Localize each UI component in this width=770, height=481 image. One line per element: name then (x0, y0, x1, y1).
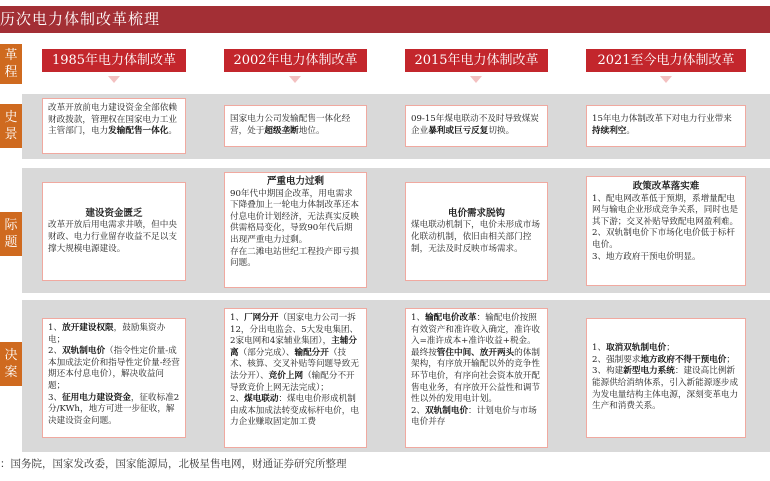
arrow-down-2021 (660, 76, 672, 83)
row-label-solutions: 决 案 (0, 342, 22, 386)
problem-title: 建设资金匮乏 (85, 207, 143, 219)
problem-box-2015: 电价需求脱钩 煤电联动机制下，电价未形成市场化联动机制，依旧由相关部门控制，无法及时反映市场需求。 (405, 182, 548, 281)
solution-item: 1、厂网分开（国家电力公司一拆12，分出电监会、5大发电集团、2家电网和4家辅业集团），主辅分离（部分完成）、输配分开（技术、核算、交叉补贴等问题导致无法分开）、竞价上网（输配分不开导致竞价上网无法完成）； (230, 313, 359, 393)
header-2015: 2015年电力体制改革 (405, 49, 548, 72)
problem-title: 电价需求脱钩 (447, 207, 505, 219)
solution-item: 1、放开建设权限，鼓励集资办电； (48, 323, 166, 345)
solution-box-2015 (405, 308, 548, 448)
problem-box-2021: 政策改革落实难 1、配电网改革低于预期，系增量配电网与输电企业形成竞争关系，同时也是其下游；交叉补贴导致配电网盈利难。 2、双轨制电价下市场化电价低于标杆电价。 3、地方政府干预电价明显。 (586, 176, 746, 286)
solution-box-1985 (42, 318, 186, 438)
header-2021: 2021至今电力体制改革 (586, 49, 746, 72)
row-label-problems: 际 题 (0, 212, 22, 256)
background-box-1985: 改革开放前电力建设资金全部依赖财政拨款，管理权在国家电力工业主管部门，电力发输配售一体化。 (42, 98, 186, 154)
background-box-2002: 国家电力公司发输配售一体化经营，处于超级垄断地位。 (224, 105, 367, 147)
problem-box-1985: 建设资金匮乏 改革开放后用电需求井喷，但中央财政、电力行业留存收益不足以支撑大规模电源建设。 (42, 182, 186, 281)
solution-item: 2、双轨制电价（指令性定价量-成本加成法定价和指导性定价量-经营期还本付息电价），解决收益问题； (48, 346, 180, 391)
problem-title: 政策改革落实难 (632, 181, 700, 192)
problem-box-2002: 严重电力过剩 90年代中期国企改革，用电需求下降叠加上一轮电力体制改革还本付息电价计划经济，无法真实反映供需格局变化，导致90年代后期出现严重电力过剩。 存在二滩电站世纪工程投产即亏损问题。 (224, 172, 367, 288)
arrow-down-2002 (289, 76, 301, 83)
page-title: 历次电力体制改革梳理 (0, 10, 161, 28)
header-2002: 2002年电力体制改革 (224, 49, 367, 72)
row-label-process: 革 程 (0, 44, 22, 84)
solution-item: 3、征用电力建设资金，征收标准2分/KWh，地方可进一步征收，解决建设资金问题。 (48, 392, 180, 426)
solution-box-2002 (224, 308, 367, 448)
arrow-down-1985 (108, 76, 120, 83)
solution-item: 1、取消双轨制电价； (592, 343, 675, 354)
solution-item: 2、双轨制电价：计划电价与市场电价并存 (411, 405, 537, 428)
solution-item: 2、煤电联动：煤电电价形成机制由成本加成法转变成标杆电价，电力企业赚取固定加工费 (230, 394, 359, 428)
row-label-background: 史 景 (0, 104, 22, 148)
solution-item: 2、强制要求地方政府不得干预电价； (592, 354, 736, 365)
solution-item: 3、构建新型电力系统：建设高比例新能源供给消纳体系，引入新能源逐步成为发电量结构主体电源，深刻变革电力生产和消费关系。 (592, 366, 739, 412)
solution-item: 1、输配电价改革：输配电价按照有效资产和准许收入确定，准许收入=准许成本+准许收益+税金。最终按管住中间、放开两头的体制架构，有序放开输配以外的竞争性环节电价，有序向社会资本放开配售电业务，有序放开公益性和调节性以外的发用电计划。 (411, 313, 540, 405)
background-box-2015: 09-15年煤电联动不及时导致煤炭企业暴利或巨亏反复切换。 (405, 105, 548, 147)
problem-title: 严重电力过剩 (266, 176, 324, 187)
source-note: ：国务院，国家发改委，国家能源局，北极星售电网，财通证券研究所整理 (0, 458, 347, 470)
header-1985: 1985年电力体制改革 (42, 49, 186, 72)
solution-box-2021 (586, 318, 746, 438)
arrow-down-2015 (470, 76, 482, 83)
background-box-2021: 15年电力体制改革下对电力行业带来持续利空。 (586, 105, 746, 147)
title-bar (0, 6, 770, 33)
